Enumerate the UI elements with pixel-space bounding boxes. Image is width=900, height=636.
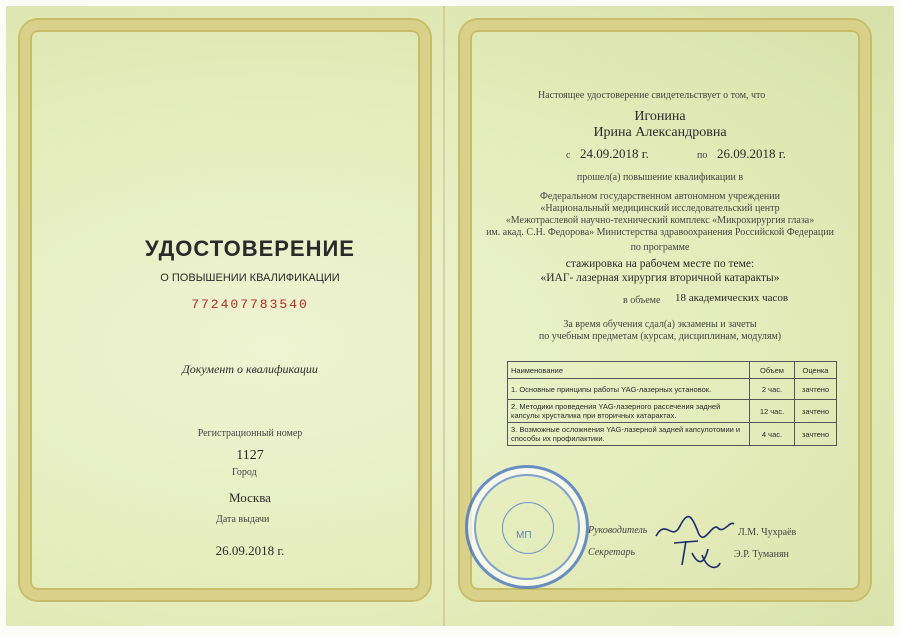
row-volume: 12 час. [750, 400, 795, 423]
exams-line-2: по учебным предметам (курсам, дисциплинам, модулям) [538, 331, 782, 342]
table-row [508, 423, 837, 446]
row-grade: зачтено [795, 423, 837, 446]
head-name: Л.М. Чухраёв [738, 527, 797, 538]
volume-value: 18 академических часов [675, 292, 789, 304]
program-label: по программе [630, 242, 690, 253]
secretary-name: Э.Р. Туманян [734, 549, 789, 560]
exams-line-1: За время обучения сдал(а) экзамены и зачеты [563, 319, 757, 330]
period-to-label: по [697, 150, 708, 161]
table-row [508, 400, 837, 423]
org-line-3: «Межотраслевой научно-технический комплекс «Микрохирургия глаза» [505, 215, 815, 226]
passed-text: прошел(а) повышение квалификации в [576, 172, 744, 183]
header-volume: Объем [750, 362, 795, 379]
secretary-signature-icon [668, 535, 723, 573]
document-type: Документ о квалификации [182, 362, 318, 376]
row-name: 3. Возможные осложнения YAG-лазерной задней капсулотомии и способы их профилактики. [508, 423, 750, 446]
org-line-1: Федеральном государственном автономном учреждении [540, 191, 780, 202]
period-from-date: 24.09.2018 г. [580, 146, 649, 161]
row-name: 2. Методики проведения YAG-лазерного рассечения задней капсулы хрусталика при вторичных катарактах. [508, 400, 750, 423]
city-label: Город [232, 467, 257, 478]
holder-surname: Игонина [634, 109, 686, 124]
stamp-mp-label: МП [516, 530, 532, 541]
head-label: Руководитель [588, 525, 648, 536]
row-volume: 2 час. [750, 379, 795, 400]
certificate-subtitle: О ПОВЫШЕНИИ КВАЛИФИКАЦИИ [160, 272, 340, 284]
header-name: Наименование [508, 362, 750, 379]
secretary-label: Секретарь [588, 547, 636, 558]
issue-date: 26.09.2018 г. [215, 543, 285, 558]
row-grade: зачтено [795, 400, 837, 423]
holder-name: Ирина Александровна [593, 125, 727, 140]
program-line-2: «ИАГ- лазерная хирургия вторичной катаракты» [540, 272, 780, 284]
city-value: Москва [229, 490, 271, 505]
program-line-1: стажировка на рабочем месте по теме: [565, 258, 755, 270]
reg-number: 1127 [236, 448, 264, 463]
stamp-emblem-icon [502, 502, 554, 554]
serial-number: 772407783540 [191, 297, 309, 312]
volume-label: в объеме [623, 295, 661, 306]
intro-text: Настоящее удостоверение свидетельствует о том, что [538, 90, 766, 101]
org-line-2: «Национальный медицинский исследовательский центр [540, 203, 780, 214]
org-line-4: им. акад. С.Н. Федорова» Министерства здравоохранения Российской Федерации [486, 227, 834, 238]
period-from-label: с [566, 150, 571, 161]
row-name: 1. Основные принципы работы YAG-лазерных установок. [508, 379, 750, 400]
period-to-date: 26.09.2018 г. [717, 146, 786, 161]
official-stamp [465, 465, 589, 589]
table-row [508, 379, 837, 400]
certificate-title: УДОСТОВЕРЕНИЕ [145, 236, 355, 261]
row-volume: 4 час. [750, 423, 795, 446]
row-grade: зачтено [795, 379, 837, 400]
header-grade: Оценка [795, 362, 837, 379]
subjects-table [507, 361, 837, 446]
table-header-row [508, 362, 837, 379]
page-fold [443, 6, 445, 626]
issue-date-label: Дата выдачи [216, 514, 270, 525]
reg-number-label: Регистрационный номер [197, 428, 303, 439]
